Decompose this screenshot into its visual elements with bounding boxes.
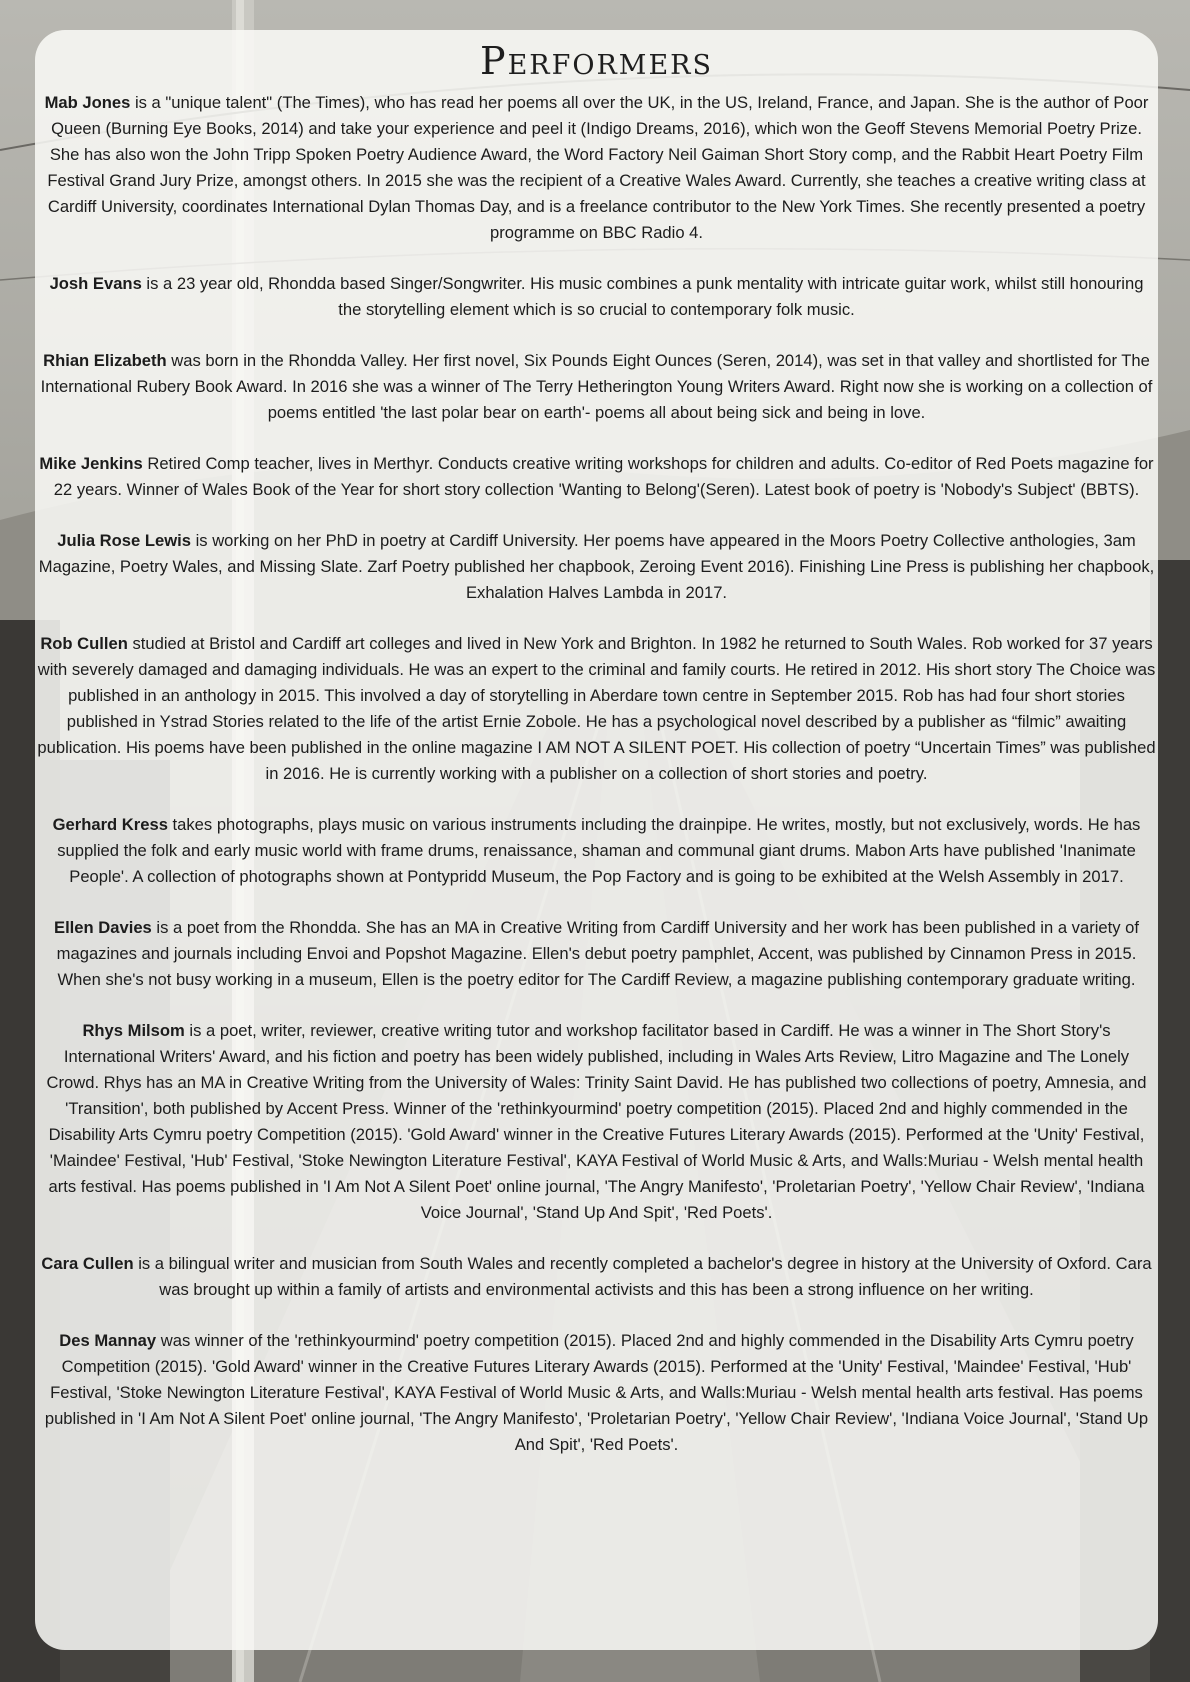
performer-bio-julia-rose-lewis — [37, 528, 1156, 606]
performer-bio-mab-jones — [37, 90, 1156, 246]
performer-text: is a bilingual writer and musician from South Wales and recently completed a bachelor's degree in history at the University of Oxford. Cara was brought up within a family of artists and environmental activists and this has been a strong influence on her writing. — [133, 1254, 1152, 1299]
performer-name: Mab Jones — [44, 93, 131, 112]
performer-name: Rhys Milsom — [82, 1021, 185, 1040]
performer-text: is a 23 year old, Rhondda based Singer/Songwriter. His music combines a punk mentality with intricate guitar work, whilst still honouring the storytelling element which is so crucial to contemporary folk music. — [141, 274, 1144, 319]
performer-name: Mike Jenkins — [39, 454, 143, 473]
performer-text: takes photographs, plays music on various instruments including the drainpipe. He writes, mostly, but not exclusively, words. He has supplied the folk and early music world with frame drums, renaissance, shaman and communal giant drums. Mabon Arts have published 'Inanimate People'. A collection of photographs shown at Pontypridd Museum, the Pop Factory and is going to be exhibited at the Welsh Assembly in 2017. — [57, 815, 1141, 886]
performer-bio-cara-cullen — [37, 1251, 1156, 1303]
performer-bio-rob-cullen — [37, 631, 1156, 787]
performer-text: was born in the Rhondda Valley. Her first novel, Six Pounds Eight Ounces (Seren, 2014), was set in that valley and shortlisted for The International Rubery Book Award. In 2016 she was a winner of The Terry Hetherington Young Writers Award. Right now she is working on a collection of poems entitled 'the last polar bear on earth'- poems all about being sick and being in love. — [40, 351, 1153, 422]
performer-bio-josh-evans — [37, 271, 1156, 323]
performer-name: Gerhard Kress — [52, 815, 168, 834]
performer-text: studied at Bristol and Cardiff art colleges and lived in New York and Brighton. In 1982 he returned to South Wales. Rob worked for 37 years with severely damaged and damaging individuals. He was an expert to the criminal and family courts. He retired in 2012. His short story The Choice was published in an anthology in 2015. This involved a day of storytelling in Aberdare town centre in September 2015. Rob has had four short stories published in Ystrad Stories related to the life of the artist Ernie Zobole. He has a psychological novel described by a publisher as “filmic” awaiting publication. His poems have been published in the online magazine I AM NOT A SILENT POET. His collection of poetry “Uncertain Times” was published in 2016. He is currently working with a publisher on a collection of short stories and poetry. — [37, 634, 1156, 783]
performer-name: Rhian Elizabeth — [43, 351, 167, 370]
performer-text: is a "unique talent" (The Times), who has read her poems all over the UK, in the US, Ireland, France, and Japan. She is the author of Poor Queen (Burning Eye Books, 2014) and take your experience and peel it (Indigo Dreams, 2016), which won the Geoff Stevens Memorial Poetry Prize. She has also won the John Tripp Spoken Poetry Audience Award, the Word Factory Neil Gaiman Short Story comp, and the Rabbit Heart Poetry Film Festival Grand Jury Prize, amongst others. In 2015 she was the recipient of a Creative Wales Award. Currently, she teaches a creative writing class at Cardiff University, coordinates International Dylan Thomas Day, and is a freelance contributor to the New York Times. She recently presented a poetry programme on BBC Radio 4. — [47, 93, 1149, 242]
performer-name: Cara Cullen — [41, 1254, 134, 1273]
performer-bio-mike-jenkins — [37, 451, 1156, 503]
performer-name: Ellen Davies — [54, 918, 152, 937]
performer-bio-rhys-milsom — [37, 1018, 1156, 1226]
performer-bio-rhian-elizabeth — [37, 348, 1156, 426]
performer-text: Retired Comp teacher, lives in Merthyr. Conducts creative writing workshops for children and adults. Co-editor of Red Poets magazine for 22 years. Winner of Wales Book of the Year for short story collection 'Wanting to Belong'(Seren). Latest book of poetry is 'Nobody's Subject' (BBTS). — [53, 454, 1154, 499]
performer-bio-des-mannay — [37, 1328, 1156, 1458]
performer-name: Josh Evans — [49, 274, 142, 293]
performer-text: was winner of the 'rethinkyourmind' poetry competition (2015). Placed 2nd and highly commended in the Disability Arts Cymru poetry Competition (2015). 'Gold Award' winner in the Creative Futures Literary Awards (2015). Performed at the 'Unity' Festival, 'Maindee' Festival, 'Hub' Festival, 'Stoke Newington Literature Festival', KAYA Festival of World Music & Arts, and Walls:Muriau - Welsh mental health arts festival. Has poems published in 'I Am Not A Silent Poet' online journal, 'The Angry Manifesto', 'Proletarian Poetry', 'Yellow Chair Review', 'Indiana Voice Journal', 'Stand Up And Spit', 'Red Poets'. — [44, 1331, 1149, 1454]
performer-bio-ellen-davies — [37, 915, 1156, 993]
performer-name: Des Mannay — [59, 1331, 157, 1350]
performer-text: is working on her PhD in poetry at Cardiff University. Her poems have appeared in the Moors Poetry Collective anthologies, 3am Magazine, Poetry Wales, and Missing Slate. Zarf Poetry published her chapbook, Zeroing Event 2016). Finishing Line Press is publishing her chapbook, Exhalation Halves Lambda in 2017. — [38, 531, 1155, 602]
performer-text: is a poet, writer, reviewer, creative writing tutor and workshop facilitator based in Cardiff. He was a winner in The Short Story's International Writers' Award, and his fiction and poetry has been widely published, including in Wales Arts Review, Litro Magazine and The Lonely Crowd. Rhys has an MA in Creative Writing from the University of Wales: Trinity Saint David. He has published two collections of poetry, Amnesia, and 'Transition', both published by Accent Press. Winner of the 'rethinkyourmind' poetry competition (2015). Placed 2nd and highly commended in the Disability Arts Cymru poetry Competition (2015). 'Gold Award' winner in the Creative Futures Literary Awards (2015). Performed at the 'Unity' Festival, 'Maindee' Festival, 'Hub' Festival, 'Stoke Newington Literature Festival', KAYA Festival of World Music & Arts, and Walls:Muriau - Welsh mental health arts festival. Has poems published in 'I Am Not A Silent Poet' online journal, 'The Angry Manifesto', 'Proletarian Poetry', 'Yellow Chair Review', 'Indiana Voice Journal', 'Stand Up And Spit', 'Red Poets'. — [46, 1021, 1147, 1222]
performer-name: Rob Cullen — [40, 634, 128, 653]
performer-text: is a poet from the Rhondda. She has an MA in Creative Writing from Cardiff University and her work has been published in a variety of magazines and journals including Envoi and Popshot Magazine. Ellen's debut poetry pamphlet, Accent, was published by Cinnamon Press in 2015. When she's not busy working in a museum, Ellen is the poetry editor for The Cardiff Review, a magazine publishing contemporary graduate writing. — [56, 918, 1139, 989]
performers-content — [35, 30, 1158, 1650]
performer-name: Julia Rose Lewis — [57, 531, 191, 550]
page-title: Performers — [480, 39, 713, 83]
performer-bio-gerhard-kress — [37, 812, 1156, 890]
